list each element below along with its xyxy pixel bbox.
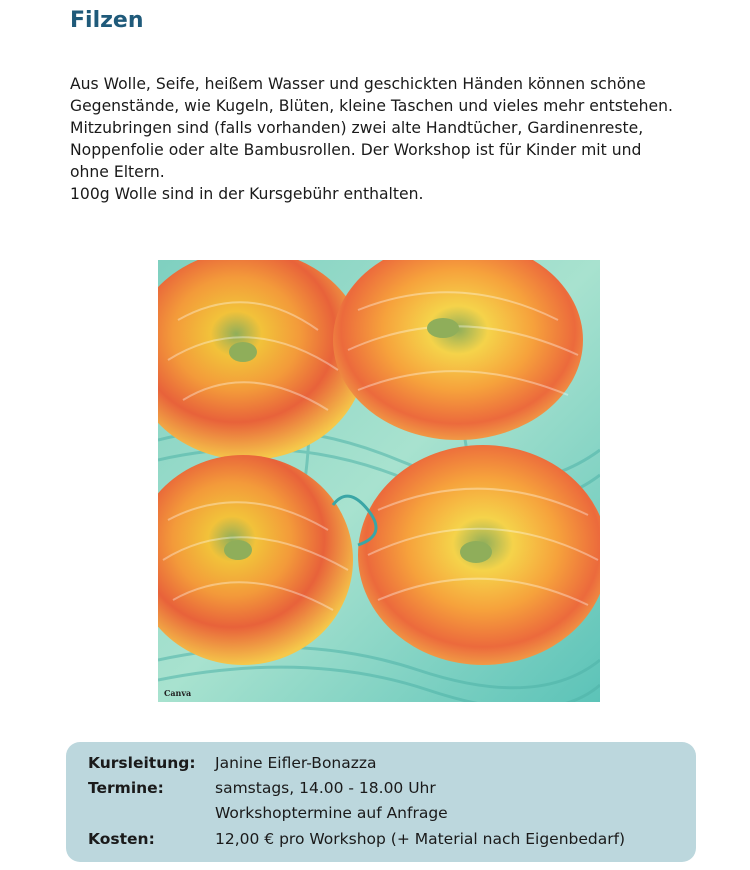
description-line: 100g Wolle sind in der Kursgebühr enthalten. [70,185,424,203]
description-line: ohne Eltern. [70,163,165,181]
yarn-balls-image [158,260,600,702]
description-line: Noppenfolie oder alte Bambusrollen. Der Workshop ist für Kinder mit und [70,141,642,159]
course-info-box [66,742,696,862]
termine-label: Termine: [88,779,164,797]
description-line: Gegenstände, wie Kugeln, Blüten, kleine Taschen und vieles mehr entstehen. [70,97,673,115]
kosten-value: 12,00 € pro Workshop (+ Material nach Eigenbedarf) [215,830,626,848]
termine-value: samstags, 14.00 - 18.00 Uhr [215,779,436,797]
description-line: Mitzubringen sind (falls vorhanden) zwei alte Handtücher, Gardinenreste, [70,119,644,137]
description-paragraph [70,73,692,205]
yarn-illustration [158,260,600,702]
canva-watermark: Canva [164,688,192,698]
leitung-label: Kursleitung: [88,754,196,772]
kosten-label: Kosten: [88,830,155,848]
leitung-value: Janine Eifler-Bonazza [215,754,377,772]
description-line: Aus Wolle, Seife, heißem Wasser und geschickten Händen können schöne [70,75,646,93]
termine-extra-value: Workshoptermine auf Anfrage [215,804,448,822]
page-title: Filzen [70,8,144,33]
